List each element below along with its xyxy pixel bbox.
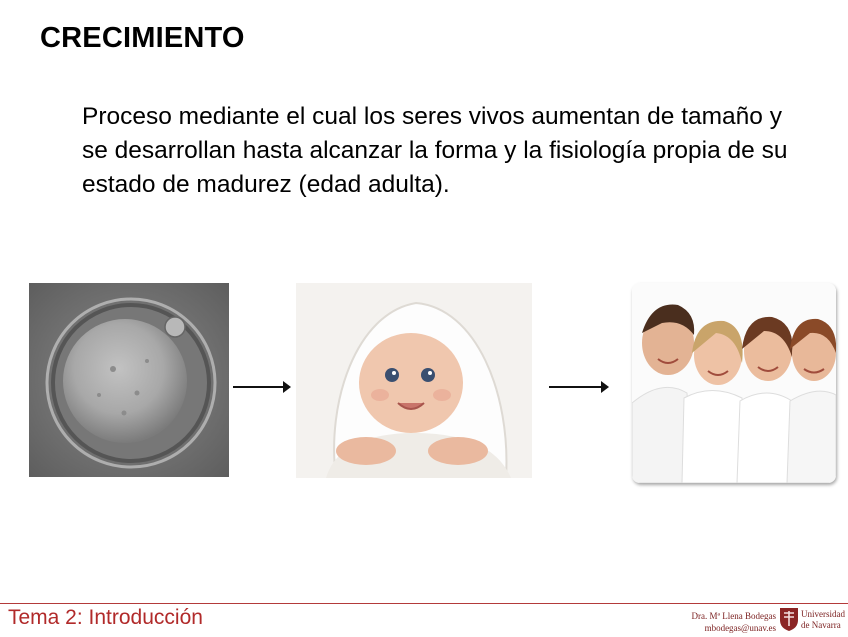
ovum-image [29, 283, 229, 477]
footer-divider [0, 603, 848, 604]
university-line1: Universidad [801, 609, 845, 619]
author-name: Dra. Mª Llena Bodegas [691, 611, 776, 621]
baby-image [296, 283, 532, 478]
progression-arrow [233, 386, 289, 388]
university-line2: de Navarra [801, 620, 841, 630]
teenagers-image [632, 283, 836, 483]
footer-author [676, 610, 776, 634]
slide-title: CRECIMIENTO [40, 22, 245, 54]
university-seal-icon [778, 606, 800, 632]
definition-text: Proceso mediante el cual los seres vivos aumentan de tamaño y se desarrollan hasta alcanzar la forma y la fisiología propia de su estado de madurez (edad adulta). [82, 103, 788, 198]
footer-topic: Tema 2: Introducción [8, 606, 203, 629]
author-email: mbodegas@unav.es [704, 623, 776, 633]
progression-arrow [549, 386, 607, 388]
university-name [801, 609, 847, 631]
